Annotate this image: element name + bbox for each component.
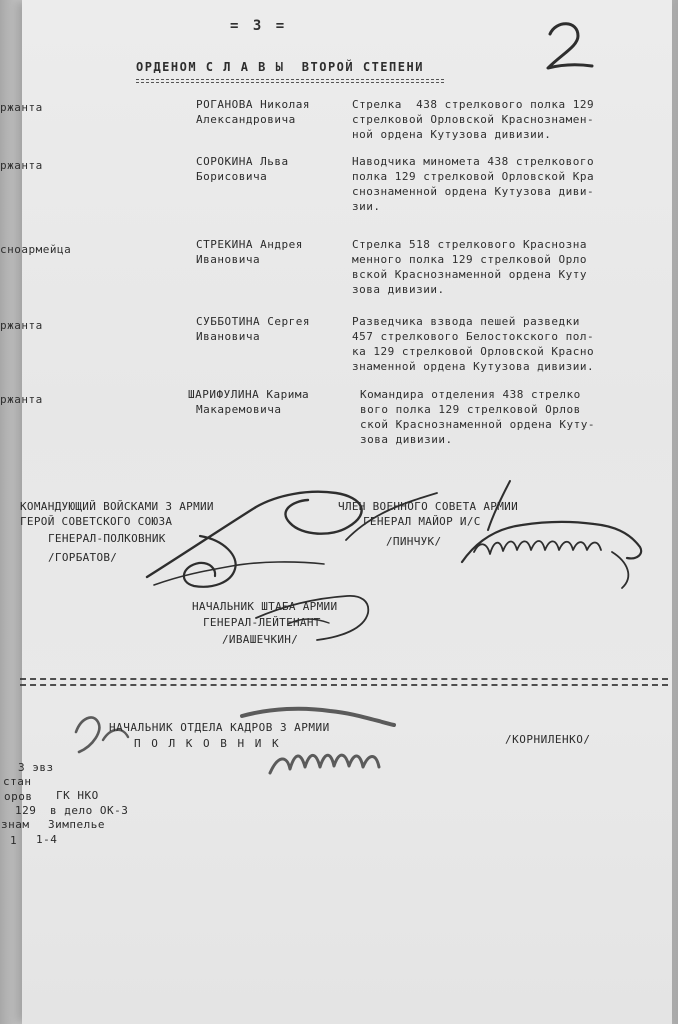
entry-name-5-line-2: Макаремовича: [196, 403, 282, 416]
entry-description-2-line-2: полка 129 стрелковой Орловской Кра: [352, 170, 595, 183]
entry-name-2-line-1: СОРОКИНА Льва: [196, 155, 289, 168]
entry-description-1-line-3: ной ордена Кутузова дивизии.: [352, 128, 552, 141]
entry-rank-1: ржанта: [0, 101, 43, 114]
staff-name: /ИВАШЕЧКИН/: [222, 633, 299, 646]
header-double-rule: [136, 79, 444, 83]
entry-description-2-line-4: зии.: [352, 200, 381, 213]
entry-description-4-line-2: 457 стрелкового Белостокского пол-: [352, 330, 595, 343]
entry-rank-4: ржанта: [0, 319, 43, 332]
margin-fragment-2: стан: [3, 775, 32, 788]
entry-rank-5: ржанта: [0, 393, 43, 406]
entry-description-3-line-2: менного полка 129 стрелковой Орло: [352, 253, 588, 266]
bottom-note-2: в дело ОК-3: [50, 804, 129, 817]
entry-description-4-line-3: ка 129 стрелковой Орловской Красно: [352, 345, 595, 358]
entry-name-4-line-1: СУББОТИНА Сергея: [196, 315, 310, 328]
entry-description-2-line-3: снознаменной ордена Кутузова диви-: [352, 185, 595, 198]
entry-name-3-line-2: Ивановича: [196, 253, 261, 266]
cadres-name: /КОРНИЛЕНКО/: [505, 733, 591, 746]
margin-fragment-5: знам: [1, 818, 30, 831]
staff-title-line-2: ГЕНЕРАЛ-ЛЕЙТЕНАНТ: [203, 616, 321, 629]
entry-description-4-line-1: Разведчика взвода пешей разведки: [352, 315, 580, 328]
entry-rank-3: сноармейца: [0, 243, 72, 256]
margin-fragment-4: 129: [15, 804, 37, 817]
margin-fragment-1: 3 эвз: [18, 761, 54, 774]
entry-description-1-line-1: Стрелка 438 стрелкового полка 129: [352, 98, 595, 111]
entry-description-2-line-1: Наводчика миномета 438 стрелкового: [352, 155, 595, 168]
cadres-title-line-1: НАЧАЛЬНИК ОТДЕЛА КАДРОВ 3 АРМИИ: [109, 721, 330, 734]
bottom-note-4: 1-4: [36, 833, 58, 846]
entry-description-5-line-1: Командира отделения 438 стрелко: [360, 388, 581, 401]
entry-name-1-line-2: Александровича: [196, 113, 296, 126]
entry-name-3-line-1: СТРЕКИНА Андрея: [196, 238, 303, 251]
entry-description-5-line-2: вого полка 129 стрелковой Орлов: [360, 403, 581, 416]
entry-rank-2: ржанта: [0, 159, 43, 172]
cadres-title-line-2: П О Л К О В Н И К: [134, 737, 281, 750]
entry-description-3-line-3: вской Краснознаменной ордена Куту: [352, 268, 588, 281]
entry-name-5-line-1: ШАРИФУЛИНА Карима: [188, 388, 310, 401]
section-divider: [20, 678, 668, 686]
council-title-line-2: ГЕНЕРАЛ МАЙОР И/С: [363, 515, 481, 528]
handwritten-page-number: [530, 14, 614, 76]
commander-title-line-2: ГЕРОЙ СОВЕТСКОГО СОЮЗА: [20, 515, 173, 528]
entry-description-5-line-3: ской Краснознаменной ордена Куту-: [360, 418, 596, 431]
entry-name-4-line-2: Ивановича: [196, 330, 261, 343]
margin-fragment-3: оров: [4, 790, 33, 803]
margin-fragment-6: 1: [10, 834, 18, 847]
bottom-note-3: Зимпелье: [48, 818, 105, 831]
entry-name-1-line-1: РОГАНОВА Николая: [196, 98, 310, 111]
staff-title-line-1: НАЧАЛЬНИК ШТАБА АРМИИ: [192, 600, 338, 613]
commander-title-line-3: ГЕНЕРАЛ-ПОЛКОВНИК: [48, 532, 166, 545]
entry-description-4-line-4: знаменной ордена Кутузова дивизии.: [352, 360, 595, 373]
council-name: /ПИНЧУК/: [386, 535, 442, 548]
entry-name-2-line-2: Борисовича: [196, 170, 268, 183]
bottom-note-1: ГК НКО: [56, 789, 99, 802]
entry-description-3-line-1: Стрелка 518 стрелкового Краснозна: [352, 238, 588, 251]
commander-name: /ГОРБАТОВ/: [48, 551, 118, 564]
council-title-line-1: ЧЛЕН ВОЕННОГО СОВЕТА АРМИИ: [338, 500, 518, 513]
entry-description-3-line-4: зова дивизии.: [352, 283, 445, 296]
entry-description-5-line-4: зова дивизии.: [360, 433, 453, 446]
page-number: = 3 =: [230, 18, 288, 34]
entry-description-1-line-2: стрелковой Орловской Краснознамен-: [352, 113, 595, 126]
award-header: ОРДЕНОМ С Л А В Ы ВТОРОЙ СТЕПЕНИ: [136, 60, 424, 74]
commander-title-line-1: КОМАНДУЮЩИЙ ВОЙСКАМИ 3 АРМИИ: [20, 500, 214, 513]
